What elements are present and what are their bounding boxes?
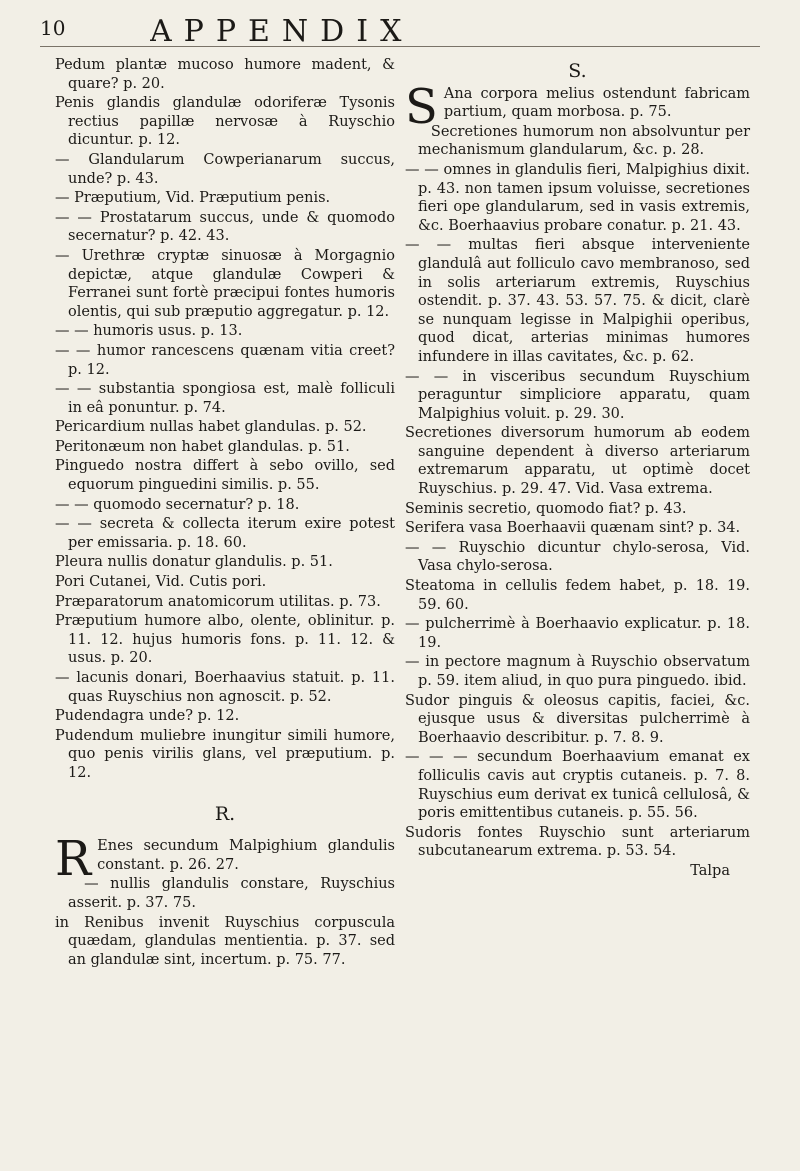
dropcap-s: S xyxy=(405,78,438,135)
section-letter-r: R. xyxy=(214,802,236,825)
index-entry: — — in visceribus secundum Ruyschium peraguntur simpliciore apparatu, quam Malpighius voluit. p. 29. 30. xyxy=(405,368,750,422)
index-entry: Præparatorum anatomicorum utilitas. p. 73. xyxy=(55,593,381,610)
section-s-first-entry xyxy=(405,78,750,135)
index-entry: — in pectore magnum à Ruyschio observatum p. 59. item aliud, in quo pura pinguedo. ibid. xyxy=(405,654,750,689)
index-entry: — — humor rancescens quænam vitia creet? p. 12. xyxy=(55,342,395,378)
index-entry: Secretiones diversorum humorum ab eodem sanguine dependent à diverso arteriarum extremarum apparatu, ut optimè docet Ruyschius. p. 29. 47. Vid. Vasa extrema. xyxy=(405,425,750,498)
section-s-first-text: Ana corpora melius ostendunt fabricam partium, quam morbosa. p. 75. xyxy=(443,85,750,121)
index-entry: Præputium humore albo, olente, oblinitur. p. 11. 12. hujus humoris fons. p. 11. 12. & usus. p. 20. xyxy=(55,613,395,667)
section-letter-s: S. xyxy=(568,60,587,82)
index-entry-list-s xyxy=(405,123,750,861)
index-entry: Pori Cutanei, Vid. Cutis pori. xyxy=(55,574,267,591)
index-entry-list-r xyxy=(55,875,395,969)
index-entry: Sudor pinguis & oleosus capitis, faciei, &c. ejusque usus & diversitas pulcherrimè à Boerhaavio describitur. p. 7. 8. 9. xyxy=(405,692,750,746)
section-r-first-entry xyxy=(55,831,395,888)
index-entry: — Præputium, Vid. Præputium penis. xyxy=(55,190,331,207)
index-entry: — nullis glandulis constare, Ruyschius asserit. p. 37. 75. xyxy=(68,876,395,911)
index-entry: — lacunis donari, Boerhaavius statuit. p. 11. quas Ruyschius non agnoscit. p. 52. xyxy=(55,670,395,705)
index-entry: — — omnes in glandulis fieri, Malpighius dixit. p. 43. non tamen ipsum voluisse, secretiones fieri ope glandularum, sed in vasis extremis, &c. Boerhaavius probare conatur. p. 21. 43. xyxy=(405,161,750,234)
index-entry: — — Ruyschio dicuntur chylo-serosa, Vid. Vasa chylo-serosa. xyxy=(405,539,750,575)
index-entry: Pudendagra unde? p. 12. xyxy=(55,708,240,725)
index-entry: Pinguedo nostra differt à sebo ovillo, sed equorum pinguedini similis. p. 55. xyxy=(55,458,395,494)
index-entry: — Glandularum Cowperianarum succus, unde? p. 43. xyxy=(55,151,395,187)
left-column xyxy=(55,56,395,970)
index-entry: in Renibus invenit Ruyschius corpuscula quædam, glandulas mentientia. p. 37. sed an glandulæ sint, incertum. p. 75. 77. xyxy=(55,914,395,968)
dropcap-r: R xyxy=(55,831,92,888)
index-entry: — — multas fieri absque interveniente glandulâ aut folliculo cavo membranoso, sed in solis arteriarum extremis, Ruyschius ostendit. p. 37. 43. 53. 57. 75. & dicit, clarè se nunquam legisse in Malpighii operibus, quod dicat, arterias minimas humores infundere in illas cavitates, &c. p. 62. xyxy=(405,237,750,365)
index-entry: — Urethræ cryptæ sinuosæ à Morgagnio depictæ, atque glandulæ Cowperi & Ferranei sunt fortè præcipui fontes humoris olentis, qui sub præputio aggregatur. p. 12. xyxy=(55,247,395,320)
right-column xyxy=(405,62,750,881)
index-entry: — — quomodo secernatur? p. 18. xyxy=(55,496,300,513)
index-entry: — — humoris usus. p. 13. xyxy=(55,323,243,340)
index-entry: Penis glandis glandulæ odoriferæ Tysonis rectius papillæ nervosæ à Ruyschio dicuntur. p. 12. xyxy=(55,95,395,149)
index-entry: Secretiones humorum non absolvuntur per mechanismum glandularum, &c. p. 28. xyxy=(418,123,750,159)
index-entry: — — secreta & collecta iterum exire potest per emissaria. p. 18. 60. xyxy=(55,516,395,551)
index-entry: — — substantia spongiosa est, malè folliculi in eâ ponuntur. p. 74. xyxy=(55,381,395,416)
index-entry: Pericardium nullas habet glandulas. p. 52. xyxy=(55,419,367,436)
index-entry: — — Prostatarum succus, unde & quomodo secernatur? p. 42. 43. xyxy=(55,209,395,245)
index-entry: — — — secundum Boerhaavium emanat ex folliculis cavis aut cryptis cutaneis. p. 7. 8. Ruyschius eum derivat ex tunicâ cellulosâ, & poris emittentibus cutaneis. p. 55. 56. xyxy=(405,749,750,822)
page-number: 10 xyxy=(40,16,66,40)
section-r-first-text: Enes secundum Malpighium glandulis constant. p. 26. 27. xyxy=(97,838,395,873)
index-entry: Pleura nullis donatur glandulis. p. 51. xyxy=(55,554,333,571)
index-entry: Peritonæum non habet glandulas. p. 51. xyxy=(55,438,350,455)
index-entry: Sudoris fontes Ruyschio sunt arteriarum subcutanearum extrema. p. 53. 54. xyxy=(405,824,750,860)
index-entry: Serifera vasa Boerhaavii quænam sint? p. 34. xyxy=(405,520,741,537)
index-entry: — pulcherrimè à Boerhaavio explicatur. p. 18. 19. xyxy=(405,616,750,651)
index-entry: Pedum plantæ mucoso humore madent, & quare? p. 20. xyxy=(55,57,395,92)
index-entry-list-p xyxy=(55,56,395,783)
index-entry: Pudendum muliebre inungitur simili humore, quo penis virilis glans, vel præputium. p. 12. xyxy=(55,727,395,781)
index-entry: Seminis secretio, quomodo fiat? p. 43. xyxy=(405,500,687,517)
catchword: Talpa xyxy=(690,862,730,879)
running-title: APPENDIX xyxy=(150,14,414,49)
page-header xyxy=(40,14,760,47)
index-entry: Steatoma in cellulis fedem habet, p. 18. 19. 59. 60. xyxy=(405,578,750,613)
